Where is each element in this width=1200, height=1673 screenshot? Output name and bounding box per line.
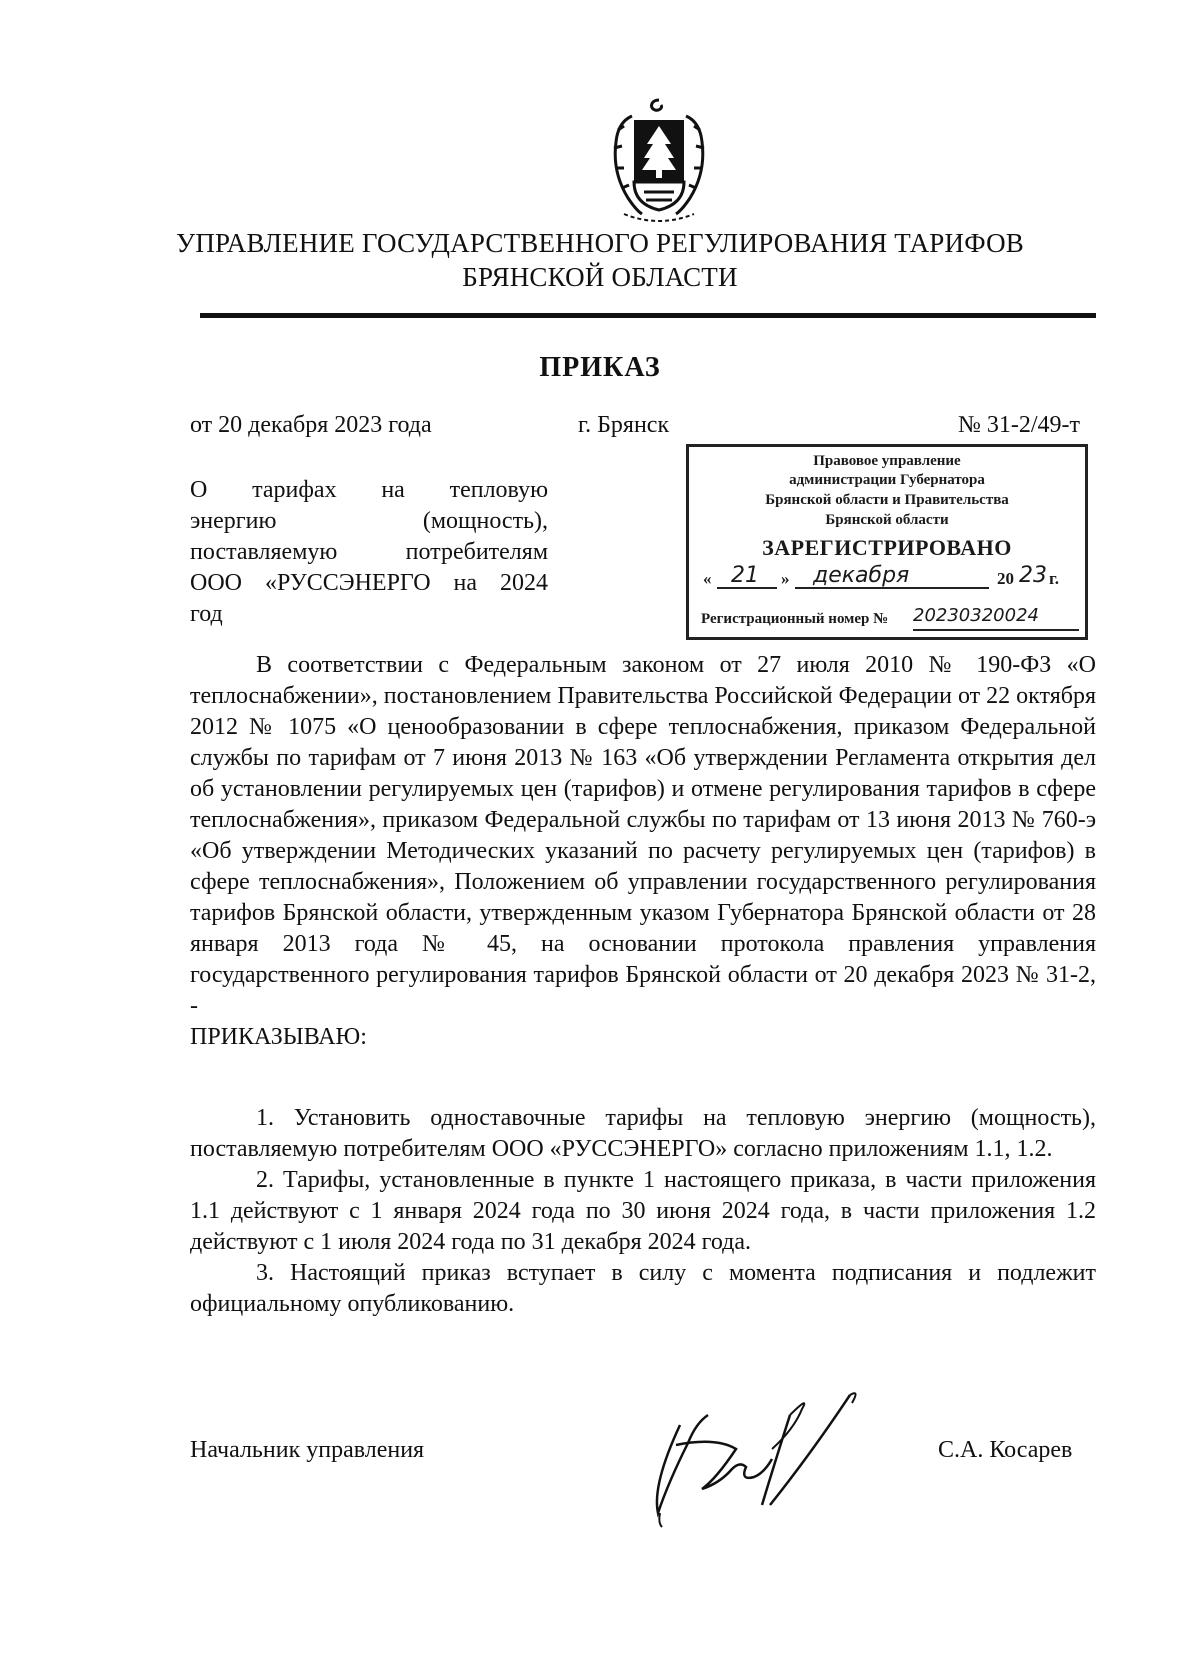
stamp-line: Брянской области	[825, 512, 949, 528]
document-title: ПРИКАЗ	[539, 352, 661, 383]
preamble-paragraph: В соответствии с Федеральным законом от 27 июля 2010 № 190-ФЗ «О теплоснабжении», постановлением Правительства Российской Федерации от 22 октября 2012 № 1075 «О ценообразовании в сфере теплоснабжения, приказом Федеральной службы по тарифам от 7 июня 2013 № 163 «Об утверждении Регламента открытия дел об установлении регулируемых цен (тарифов) и отмене регулирования тарифов в сфере теплоснабжения», приказом Федеральной службы по тарифам от 13 июня 2013 № 760-э «Об утверждении Методических указаний по расчету регулируемых цен (тарифов) в сфере теплоснабжения», Положением об управлении государственного регулирования тарифов Брянской области, утвержденным указом Губернатора Брянской области от 28 января 2013 года № 45, на основании протокола правления управления государственного регулирования тарифов Брянской области от 20 декабря 2023 № 31-2, -	[190, 652, 1096, 1019]
order-subject	[190, 475, 548, 630]
stamp-reg-row	[701, 605, 1081, 633]
order-number: № 31-2/49-т	[958, 412, 1081, 438]
order-city: г. Брянск	[578, 412, 670, 438]
subject-line: год	[190, 601, 223, 627]
order-items	[190, 1103, 1096, 1320]
coat-of-arms-emblem	[604, 96, 714, 228]
stamp-month: декабря	[813, 563, 910, 588]
order-date: от 20 декабря 2023 года	[190, 412, 432, 438]
order-item: 3. Настоящий приказ вступает в силу с момента подписания и подлежит официальному опубликованию.	[190, 1260, 1096, 1317]
order-word: ПРИКАЗЫВАЮ:	[190, 1024, 367, 1050]
order-preamble	[190, 650, 1096, 1053]
order-item: 2. Тарифы, установленные в пункте 1 настоящего приказа, в части приложения 1.1 действуют с 1 января 2024 года по 30 июня 2024 года, в части приложения 1.2 действуют с 1 июля 2024 года по 31 декабря 2024 года.	[190, 1167, 1096, 1255]
subject-line: поставляемую потребителям	[190, 539, 548, 565]
stamp-line: администрации Губернатора	[789, 472, 985, 488]
stamp-year-prefix: 20	[997, 569, 1014, 588]
subject-line: О тарифах на тепловую	[190, 477, 548, 503]
order-item: 1. Установить одноставочные тарифы на тепловую энергию (мощность), поставляемую потребителям ООО «РУССЭНЕРГО» согласно приложениям 1.1, 1.2.	[190, 1105, 1096, 1162]
header-divider	[200, 313, 1096, 318]
agency-name-line1: УПРАВЛЕНИЕ ГОСУДАРСТВЕННОГО РЕГУЛИРОВАНИЯ ТАРИФОВ	[176, 228, 1024, 258]
stamp-quote-open: «	[703, 569, 712, 588]
subject-line: ООО «РУССЭНЕРГО на 2024	[190, 570, 548, 596]
stamp-year-unit: г.	[1049, 569, 1060, 588]
stamp-reg-number: 20230320024	[913, 605, 1039, 626]
registration-stamp	[686, 444, 1088, 640]
stamp-line: Правовое управление	[813, 453, 961, 469]
signatory-position: Начальник управления	[190, 1437, 425, 1463]
stamp-line: Брянской области и Правительства	[765, 492, 1009, 508]
stamp-date-row	[703, 565, 1075, 595]
stamp-reg-underline	[913, 629, 1079, 631]
stamp-quote-close: »	[781, 569, 790, 588]
stamp-reg-label: Регистрационный номер №	[701, 611, 889, 627]
stamp-year-suffix: 23	[1019, 563, 1047, 588]
handwritten-signature	[640, 1385, 880, 1530]
signatory-name: С.А. Косарев	[938, 1437, 1073, 1463]
stamp-registered: ЗАРЕГИСТРИРОВАНО	[762, 535, 1012, 560]
stamp-day: 21	[731, 563, 759, 588]
subject-line: энергию (мощность),	[190, 508, 548, 534]
agency-name-line2: БРЯНСКОЙ ОБЛАСТИ	[462, 262, 738, 292]
